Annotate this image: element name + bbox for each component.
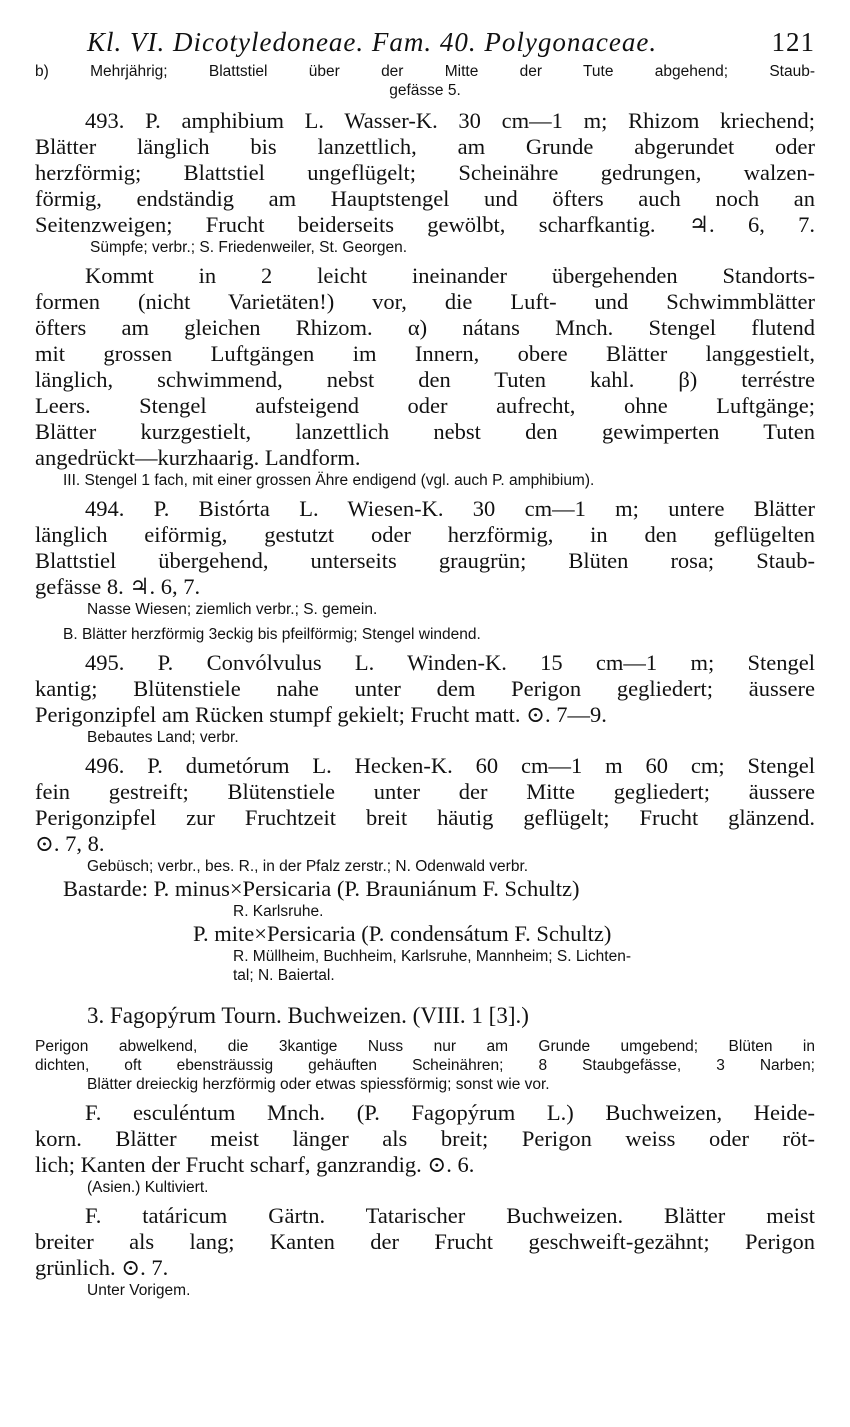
text-line: Blätter kurzgestielt, lanzettlich nebst den gewimperten Tuten <box>35 419 815 444</box>
text-line: Perigonzipfel am Rücken stumpf gekielt; Frucht matt. ⊙. 7—9. <box>35 702 607 727</box>
text-line: förmig, endständig am Hauptstengel und öfters auch noch an <box>35 186 815 211</box>
text-line: Bebautes Land; verbr. <box>87 729 239 746</box>
text-line: Perigonzipfel zur Fruchtzeit breit häutig geflügelt; Frucht glänzend. <box>35 805 815 830</box>
text-line: Nasse Wiesen; ziemlich verbr.; S. gemein. <box>87 601 378 618</box>
text-line: R. Karlsruhe. <box>233 903 324 920</box>
text-line: lich; Kanten der Frucht scharf, ganzrandig. ⊙. 6. <box>35 1152 475 1177</box>
text-line: 494. P. Bistórta L. Wiesen-K. 30 cm—1 m; untere Blätter <box>85 496 815 521</box>
text-line: Gebüsch; verbr., bes. R., in der Pfalz zerstr.; N. Odenwald verbr. <box>87 858 529 875</box>
text-line: R. Müllheim, Buchheim, Karlsruhe, Mannheim; S. Lichten- <box>233 948 631 965</box>
text-line: Perigon abwelkend, die 3kantige Nuss nur am Grunde umgebend; Blüten in <box>35 1038 815 1055</box>
text-line: 495. P. Convólvulus L. Winden-K. 15 cm—1 m; Stengel <box>85 650 815 675</box>
text-line: gefässe 8. ♃. 6, 7. <box>35 574 201 599</box>
text-line: länglich, schwimmend, nebst den Tuten kahl. β) terréstre <box>35 367 815 392</box>
text-line: kantig; Blütenstiele nahe unter dem Perigon gegliedert; äussere <box>35 676 815 701</box>
text-line: länglich eiförmig, gestutzt oder herzförmig, in den geflügelten <box>35 522 815 547</box>
text-line: Blattstiel übergehend, unterseits graugrün; Blüten rosa; Staub- <box>35 548 815 573</box>
running-title: Kl. VI. Dicotyledoneae. Fam. 40. Polygonaceae. <box>87 27 658 57</box>
text-line: Seitenzweigen; Frucht beiderseits gewölbt, scharfkantig. ♃. 6, 7. <box>35 212 815 237</box>
text-line: III. Stengel 1 fach, mit einer grossen Ähre endigend (vgl. auch P. amphibium). <box>63 472 595 489</box>
text-line: 3. Fagopýrum Tourn. Buchweizen. (VIII. 1 [3].) <box>87 1003 529 1028</box>
text-line: B. Blätter herzförmig 3eckig bis pfeilförmig; Stengel windend. <box>63 626 481 643</box>
text-line: grünlich. ⊙. 7. <box>35 1255 169 1280</box>
text-line: Kommt in 2 leicht ineinander übergehenden Standorts- <box>85 263 815 288</box>
running-header <box>35 22 815 62</box>
text-line: öfters am gleichen Rhizom. α) nátans Mnch. Stengel flutend <box>35 315 815 340</box>
text-line: (Asien.) Kultiviert. <box>87 1179 209 1196</box>
text-line: P. mite×Persicaria (P. condensátum F. Schultz) <box>193 921 612 946</box>
text-line: angedrückt—kurzhaarig. Landform. <box>35 445 361 470</box>
text-line: b) Mehrjährig; Blattstiel über der Mitte der Tute abgehend; Staub- <box>35 63 815 80</box>
text-line: Unter Vorigem. <box>87 1282 191 1299</box>
page-body <box>35 62 815 1300</box>
text-line: korn. Blätter meist länger als breit; Perigon weiss oder röt- <box>35 1126 815 1151</box>
text-line: 496. P. dumetórum L. Hecken-K. 60 cm—1 m 60 cm; Stengel <box>85 753 815 778</box>
text-line: mit grossen Luftgängen im Innern, obere Blätter langgestielt, <box>35 341 815 366</box>
page-number: 121 <box>771 27 815 57</box>
text-line: fein gestreift; Blütenstiele unter der Mitte gegliedert; äussere <box>35 779 815 804</box>
text-line: Sümpfe; verbr.; S. Friedenweiler, St. Georgen. <box>90 239 408 256</box>
text-line: 493. P. amphibium L. Wasser-K. 30 cm—1 m; Rhizom kriechend; <box>85 108 815 133</box>
text-line: gefässe 5. <box>389 82 461 99</box>
text-line: breiter als lang; Kanten der Frucht geschweift-gezähnt; Perigon <box>35 1229 815 1254</box>
text-line: Blätter länglich bis lanzettlich, am Grunde abgerundet oder <box>35 134 815 159</box>
text-line: tal; N. Baiertal. <box>233 967 335 984</box>
text-line: Bastarde: P. minus×Persicaria (P. Brauniánum F. Schultz) <box>63 876 580 901</box>
text-line: Blätter dreieckig herzförmig oder etwas spiessförmig; sonst wie vor. <box>87 1076 550 1093</box>
text-line: formen (nicht Varietäten!) vor, die Luft- und Schwimmblätter <box>35 289 815 314</box>
text-line: F. esculéntum Mnch. (P. Fagopýrum L.) Buchweizen, Heide- <box>85 1100 815 1125</box>
text-line: Leers. Stengel aufsteigend oder aufrecht, ohne Luftgänge; <box>35 393 815 418</box>
text-line: herzförmig; Blattstiel ungeflügelt; Scheinähre gedrungen, walzen- <box>35 160 815 185</box>
book-page <box>35 22 815 1300</box>
text-line: dichten, oft ebensträussig gehäuften Scheinähren; 8 Staubgefässe, 3 Narben; <box>35 1057 815 1074</box>
text-line: ⊙. 7, 8. <box>35 831 105 856</box>
text-line: F. tatáricum Gärtn. Tatarischer Buchweizen. Blätter meist <box>85 1203 815 1228</box>
